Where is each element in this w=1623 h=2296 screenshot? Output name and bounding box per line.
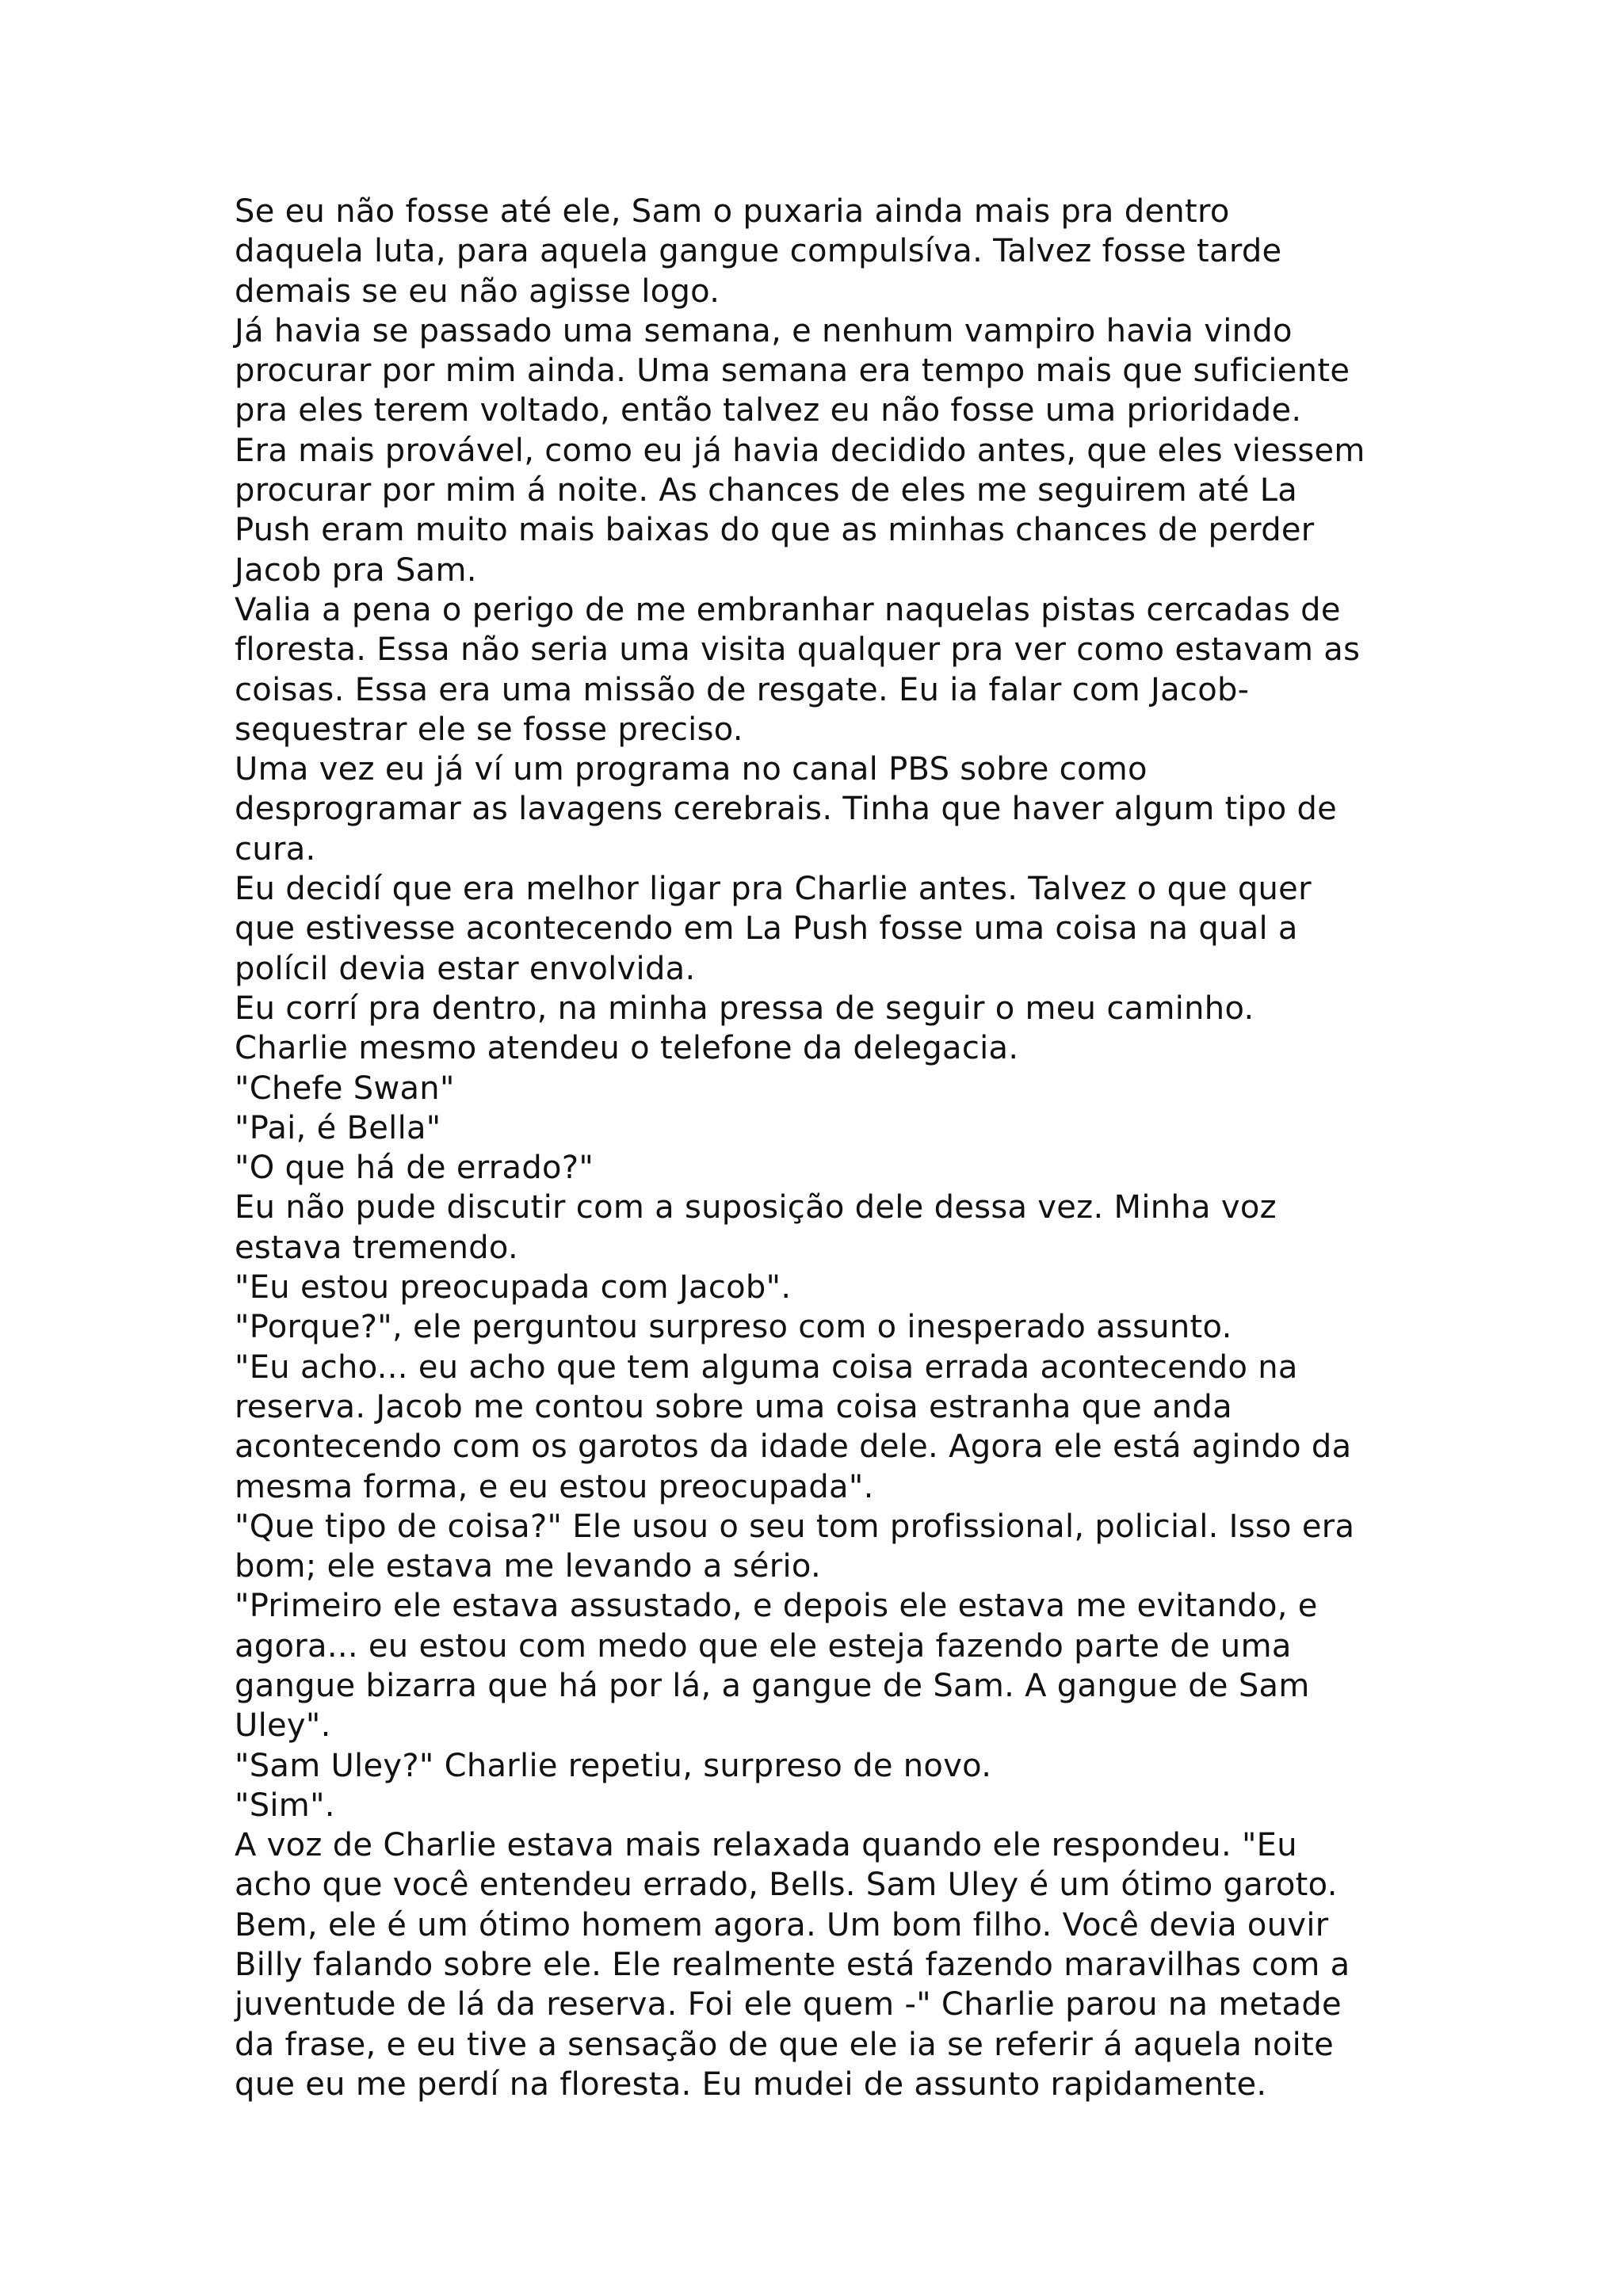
text-line: Bem, ele é um ótimo homem agora. Um bom filho. Você devia ouvir: [235, 1906, 1329, 1943]
text-line: agora... eu estou com medo que ele esteja fazendo parte de uma: [235, 1627, 1292, 1665]
text-line: reserva. Jacob me contou sobre uma coisa estranha que anda: [235, 1388, 1232, 1425]
text-line: Eu decidí que era melhor ligar pra Charlie antes. Talvez o que quer: [235, 871, 1312, 908]
text-line: gangue bizarra que há por lá, a gangue de Sam. A gangue de Sam: [235, 1667, 1310, 1704]
text-line: da frase, e eu tive a sensação de que ele ia se referir á aquela noite: [235, 2026, 1334, 2063]
text-line: "Sim".: [235, 1787, 335, 1824]
text-line: Era mais provável, como eu já havia decidido antes, que eles viessem: [235, 432, 1365, 469]
text-line: desprogramar as lavagens cerebrais. Tinha que haver algum tipo de: [235, 791, 1338, 828]
text-line: floresta. Essa não seria uma visita qualquer pra ver como estavam as: [235, 631, 1361, 669]
text-line: "O que há de errado?": [235, 1150, 594, 1187]
text-line: que estivesse acontecendo em La Push fosse uma coisa na qual a: [235, 910, 1298, 948]
text-line: Já havia se passado uma semana, e nenhum vampiro havia vindo: [235, 312, 1293, 349]
text-line: estava tremendo.: [235, 1229, 519, 1266]
text-line: "Que tipo de coisa?" Ele usou o seu tom profissional, policial. Isso era: [235, 1508, 1355, 1545]
text-line: A voz de Charlie estava mais relaxada quando ele respondeu. "Eu: [235, 1827, 1297, 1864]
text-line: Billy falando sobre ele. Ele realmente está fazendo maravilhas com a: [235, 1947, 1350, 1984]
text-line: pra eles terem voltado, então talvez eu não fosse uma prioridade.: [235, 392, 1302, 429]
text-line: cura.: [235, 830, 316, 868]
text-line: Se eu não fosse até ele, Sam o puxaria ainda mais pra dentro: [235, 193, 1230, 230]
text-line: Eu não pude discutir com a suposição dele dessa vez. Minha voz: [235, 1189, 1277, 1226]
text-line: "Sam Uley?" Charlie repetiu, surpreso de novo.: [235, 1747, 992, 1784]
text-line: Jacob pra Sam.: [235, 551, 477, 589]
text-line: Uma vez eu já ví um programa no canal PBS sobre como: [235, 751, 1148, 788]
text-line: Valia a pena o perigo de me embranhar naquelas pistas cercadas de: [235, 591, 1341, 628]
text-line: Push eram muito mais baixas do que as minhas chances de perder: [235, 512, 1315, 549]
text-line: "Primeiro ele estava assustado, e depois ele estava me evitando, e: [235, 1588, 1318, 1625]
text-line: Uley".: [235, 1707, 331, 1745]
text-line: acho que você entendeu errado, Bells. Sam Uley é um ótimo garoto.: [235, 1867, 1338, 1904]
text-line: demais se eu não agisse logo.: [235, 273, 720, 310]
text-line: daquela luta, para aquela gangue compulsíva. Talvez fosse tarde: [235, 233, 1282, 270]
text-line: juventude de lá da reserva. Foi ele quem -" Charlie parou na metade: [235, 1986, 1342, 2023]
text-line: polícil devia estar envolvida.: [235, 950, 696, 987]
text-line: Charlie mesmo atendeu o telefone da delegacia.: [235, 1030, 1019, 1067]
text-line: Eu corrí pra dentro, na minha pressa de seguir o meu caminho.: [235, 990, 1254, 1027]
text-line: mesma forma, e eu estou preocupada".: [235, 1468, 874, 1505]
text-line: acontecendo com os garotos da idade dele. Agora ele está agindo da: [235, 1428, 1352, 1466]
text-line: sequestrar ele se fosse preciso.: [235, 711, 743, 748]
text-line: "Porque?", ele perguntou surpreso com o inesperado assunto.: [235, 1309, 1232, 1346]
text-line: "Eu estou preocupada com Jacob".: [235, 1269, 792, 1306]
document-page: [235, 192, 1423, 2104]
text-line: coisas. Essa era uma missão de resgate. Eu ia falar com Jacob-: [235, 671, 1250, 708]
text-line: "Chefe Swan": [235, 1070, 455, 1107]
text-line: que eu me perdí na floresta. Eu mudei de assunto rapidamente.: [235, 2065, 1267, 2103]
text-line: procurar por mim ainda. Uma semana era tempo mais que suficiente: [235, 353, 1350, 390]
text-line: "Pai, é Bella": [235, 1109, 441, 1146]
text-line: bom; ele estava me levando a sério.: [235, 1548, 821, 1585]
text-line: procurar por mim á noite. As chances de eles me seguirem até La: [235, 472, 1298, 509]
text-line: "Eu acho... eu acho que tem alguma coisa errada acontecendo na: [235, 1348, 1298, 1386]
